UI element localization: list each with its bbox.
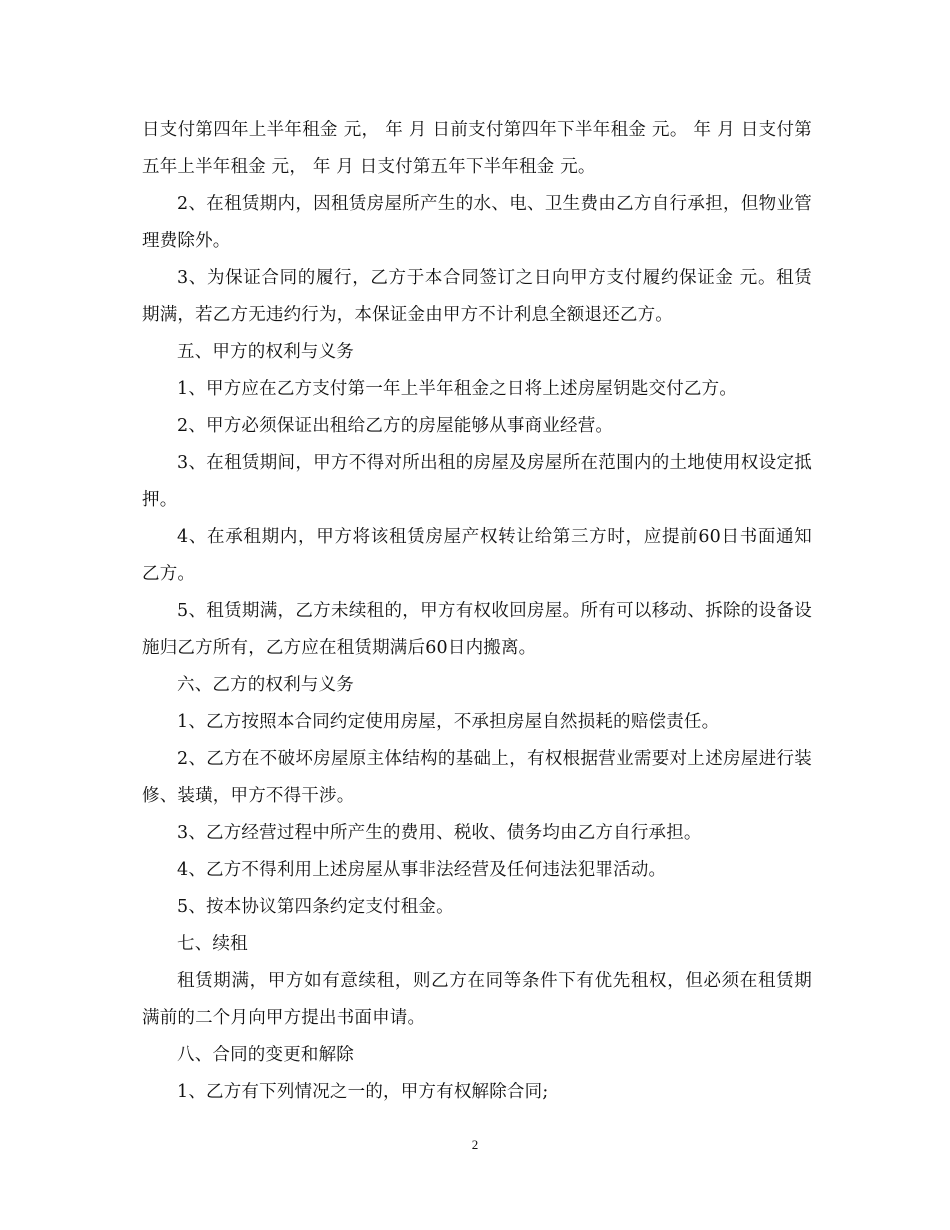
paragraph-party-a-2: 2、甲方必须保证出租给乙方的房屋能够从事商业经营。 — [177, 416, 614, 436]
section-heading-party-a: 五、甲方的权利与义务 — [177, 342, 354, 362]
paragraph-rent-schedule: 日支付第四年上半年租金 元， 年 月 日前支付第四年下半年租金 元。 年 月 日支付第五年上半年租金 元， 年 月 日支付第五年下半年租金 元。 — [142, 120, 812, 177]
paragraph-party-b-4: 4、乙方不得利用上述房屋从事非法经营及任何违法犯罪活动。 — [177, 860, 667, 880]
paragraph-party-b-3: 3、乙方经营过程中所产生的费用、税收、债务均由乙方自行承担。 — [177, 823, 702, 843]
paragraph-party-b-2: 2、乙方在不破坏房屋原主体结构的基础上，有权根据营业需要对上述房屋进行装修、装璜，甲方不得干涉。 — [142, 749, 812, 806]
paragraph-renewal: 租赁期满，甲方如有意续租，则乙方在同等条件下有优先租权，但必须在租赁期满前的二个月向甲方提出书面申请。 — [142, 971, 812, 1028]
paragraph-party-a-5: 5、租赁期满，乙方未续租的，甲方有权收回房屋。所有可以移动、拆除的设备设施归乙方所有，乙方应在租赁期满后60日内搬离。 — [142, 601, 812, 658]
paragraph-utilities: 2、在租赁期内，因租赁房屋所产生的水、电、卫生费由乙方自行承担，但物业管理费除外。 — [142, 194, 812, 251]
paragraph-party-a-3: 3、在租赁期间，甲方不得对所出租的房屋及房屋所在范围内的土地使用权设定抵押。 — [142, 453, 812, 510]
section-heading-renewal: 七、续租 — [177, 934, 248, 954]
document-body — [142, 112, 812, 1111]
paragraph-contract-change-1: 1、乙方有下列情况之一的，甲方有权解除合同; — [177, 1082, 549, 1102]
paragraph-party-b-5: 5、按本协议第四条约定支付租金。 — [177, 897, 454, 917]
page-number: 2 — [471, 1137, 479, 1152]
paragraph-deposit: 3、为保证合同的履行，乙方于本合同签订之日向甲方支付履约保证金 元。租赁期满，若乙方无违约行为，本保证金由甲方不计利息全额退还乙方。 — [142, 268, 812, 325]
paragraph-party-a-1: 1、甲方应在乙方支付第一年上半年租金之日将上述房屋钥匙交付乙方。 — [177, 379, 738, 399]
paragraph-party-a-4: 4、在承租期内，甲方将该租赁房屋产权转让给第三方时，应提前60日书面通知乙方。 — [142, 527, 812, 584]
section-heading-party-b: 六、乙方的权利与义务 — [177, 675, 354, 695]
paragraph-party-b-1: 1、乙方按照本合同约定使用房屋，不承担房屋自然损耗的赔偿责任。 — [177, 712, 720, 732]
section-heading-contract-change: 八、合同的变更和解除 — [177, 1045, 354, 1065]
